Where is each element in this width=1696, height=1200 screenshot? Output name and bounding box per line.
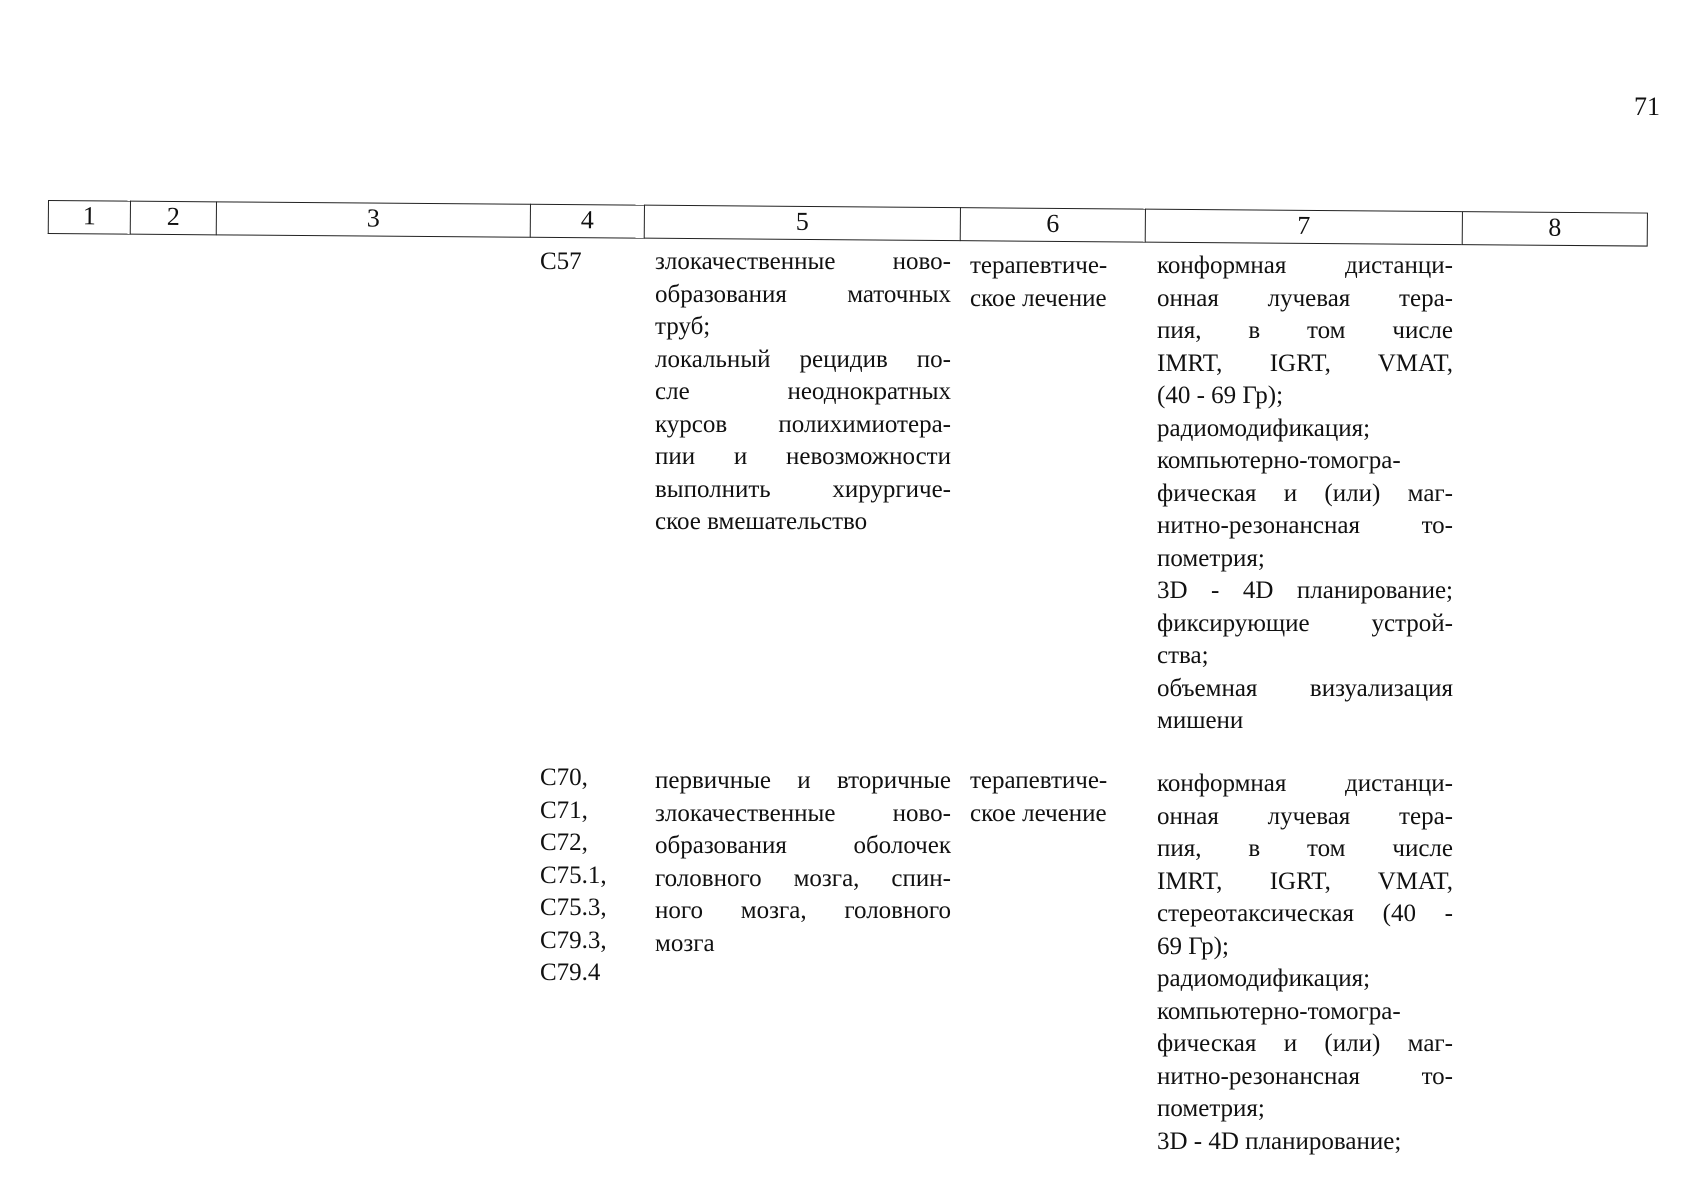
code-line: С70, bbox=[540, 764, 588, 791]
text-line: пия, в том числе bbox=[1157, 317, 1453, 344]
row-1-method bbox=[1157, 250, 1453, 738]
row-1-codes bbox=[540, 246, 640, 279]
header-col-3: 3 bbox=[216, 201, 530, 237]
header-col-1: 1 bbox=[48, 200, 130, 235]
text-line: ного мозга, головного bbox=[655, 897, 951, 924]
text-line: фическая и (или) маг- bbox=[1157, 479, 1453, 507]
page-number: 71 bbox=[1634, 92, 1660, 121]
text-line: 69 Гр); bbox=[1157, 932, 1229, 960]
code-line: С79.3, bbox=[540, 926, 607, 954]
text-line: компьютерно-томогра- bbox=[1157, 997, 1401, 1025]
text-line: мишени bbox=[1157, 707, 1244, 734]
header-col-7: 7 bbox=[1145, 209, 1462, 245]
header-col-5: 5 bbox=[644, 205, 960, 241]
text-line: радиомодификация; bbox=[1157, 965, 1371, 992]
header-col-2: 2 bbox=[130, 201, 216, 236]
text-line: злокачественные ново- bbox=[655, 799, 951, 827]
row-2-method bbox=[1157, 768, 1453, 1158]
code-line: С75.3, bbox=[540, 894, 607, 921]
text-line: IMRT, IGRT, VMAT, bbox=[1157, 349, 1453, 377]
text-line: головного мозга, спин- bbox=[655, 864, 951, 892]
code-line: С72, bbox=[540, 829, 588, 856]
text-line: пия, в том числе bbox=[1157, 835, 1453, 862]
text-line: радиомодификация; bbox=[1157, 414, 1371, 442]
text-line: компьютерно-томогра- bbox=[1157, 447, 1401, 474]
text-line: терапевтиче- bbox=[970, 767, 1108, 794]
text-line: курсов полихимиотера- bbox=[655, 410, 951, 438]
text-line: ства; bbox=[1157, 642, 1209, 669]
text-line: 3D - 4D планирование; bbox=[1157, 1127, 1402, 1155]
header-col-6: 6 bbox=[960, 207, 1145, 242]
table-header-row bbox=[48, 200, 1650, 249]
text-line: (40 - 69 Гр); bbox=[1157, 382, 1284, 409]
text-line: пометрия; bbox=[1157, 1095, 1265, 1122]
text-line: фическая и (или) маг- bbox=[1157, 1030, 1453, 1057]
text-line: сле неоднократных bbox=[655, 378, 951, 405]
row-2-codes bbox=[540, 762, 640, 990]
text-line: ское лечение bbox=[970, 799, 1107, 827]
text-line: нитно-резонансная то- bbox=[1157, 1062, 1453, 1090]
row-1-diagnosis bbox=[655, 246, 951, 539]
text-line: пии и невозможности bbox=[655, 443, 951, 470]
row-2-treatment bbox=[970, 765, 1140, 830]
text-line: мозга bbox=[655, 929, 715, 957]
text-line: IMRT, IGRT, VMAT, bbox=[1157, 867, 1453, 895]
text-line: объемная визуализация bbox=[1157, 674, 1453, 702]
row-2-diagnosis bbox=[655, 765, 951, 960]
text-line: онная лучевая тера- bbox=[1157, 284, 1453, 312]
text-line: терапевтиче- bbox=[970, 252, 1108, 279]
text-line: выполнить хирургиче- bbox=[655, 475, 951, 503]
text-line: ское лечение bbox=[970, 284, 1107, 312]
code-line: С75.1, bbox=[540, 861, 607, 889]
text-line: нитно-резонансная то- bbox=[1157, 512, 1453, 539]
header-col-8: 8 bbox=[1462, 211, 1648, 246]
text-line: фиксирующие устрой- bbox=[1157, 609, 1453, 637]
code-line: С79.4 bbox=[540, 959, 601, 986]
text-line: пометрия; bbox=[1157, 544, 1265, 572]
text-line: ское вмешательство bbox=[655, 508, 868, 535]
header-col-4: 4 bbox=[530, 204, 644, 239]
text-line: конформная дистанци- bbox=[1157, 252, 1453, 279]
text-line: образования оболочек bbox=[655, 832, 951, 859]
code-line: С71, bbox=[540, 796, 588, 824]
text-line: 3D - 4D планирование; bbox=[1157, 577, 1453, 604]
text-line: локальный рецидив по- bbox=[655, 345, 951, 373]
text-line: первичные и вторичные bbox=[655, 767, 951, 794]
text-line: труб; bbox=[655, 313, 711, 340]
code-line: С57 bbox=[540, 248, 582, 275]
text-line: онная лучевая тера- bbox=[1157, 802, 1453, 830]
text-line: конформная дистанци- bbox=[1157, 770, 1453, 797]
text-line: образования маточных bbox=[655, 280, 951, 308]
text-line: стереотаксическая (40 - bbox=[1157, 900, 1453, 927]
row-1-treatment bbox=[970, 250, 1140, 315]
text-line: злокачественные ново- bbox=[655, 248, 951, 275]
